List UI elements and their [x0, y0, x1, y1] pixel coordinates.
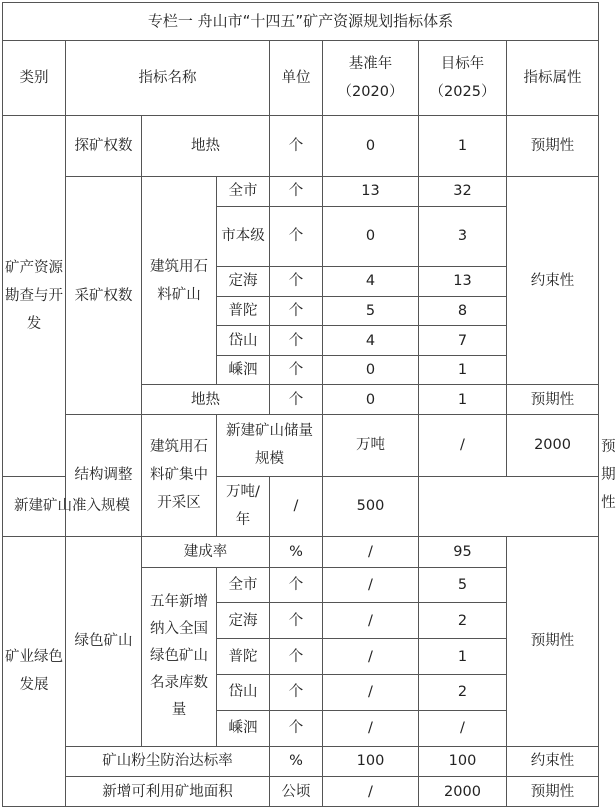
baseline-cell: 4	[323, 266, 419, 296]
attribute-cell: 约束性	[507, 176, 599, 385]
unit-cell: 个	[270, 567, 323, 603]
unit-cell: 万吨/年	[217, 476, 270, 536]
place-cell: 全市	[217, 176, 270, 206]
unit-cell: 个	[270, 639, 323, 675]
five-year-new-label: 五年新增纳入全国绿色矿山名录库数量	[142, 567, 217, 746]
baseline-cell: 0	[323, 355, 419, 385]
target-cell: 13	[419, 266, 507, 296]
baseline-cell: /	[323, 536, 419, 567]
place-cell: 嵊泗	[217, 355, 270, 385]
target-cell: 2000	[419, 777, 507, 807]
place-cell: 全市	[217, 567, 270, 603]
unit-cell: 个	[270, 206, 323, 266]
target-cell: 2000	[507, 415, 599, 476]
new-admission-label: 新建矿山准入规模	[3, 476, 142, 536]
unit-cell: 个	[270, 355, 323, 385]
attribute-cell: 预期性	[507, 777, 599, 807]
header-baseline: 基准年（2020）	[323, 40, 419, 115]
unit-cell: %	[270, 536, 323, 567]
unit-cell: 个	[270, 115, 323, 176]
target-cell: 1	[419, 355, 507, 385]
baseline-cell: 0	[323, 385, 419, 415]
completion-rate-label: 建成率	[142, 536, 270, 567]
baseline-cell: /	[323, 567, 419, 603]
building-stone-zone-label: 建筑用石料矿集中开采区	[142, 415, 217, 537]
place-cell: 定海	[217, 266, 270, 296]
section-exploration: 矿产资源勘查与开发	[3, 115, 66, 476]
place-cell: 普陀	[217, 296, 270, 326]
baseline-cell: 13	[323, 176, 419, 206]
baseline-cell: 0	[323, 115, 419, 176]
mining-rights-label: 采矿权数	[66, 176, 142, 414]
reusable-land-label: 新增可利用矿地面积	[66, 777, 270, 807]
attribute-cell: 预期性	[507, 385, 599, 415]
attribute-cell: 预期性	[507, 536, 599, 746]
target-cell: 1	[419, 385, 507, 415]
baseline-cell: 5	[323, 296, 419, 326]
target-cell: 95	[419, 536, 507, 567]
target-cell: 5	[419, 567, 507, 603]
unit-cell: 个	[270, 266, 323, 296]
unit-cell: 个	[270, 603, 323, 639]
baseline-cell: /	[323, 603, 419, 639]
target-cell: 32	[419, 176, 507, 206]
baseline-cell: /	[270, 476, 323, 536]
attribute-cell: 约束性	[507, 746, 599, 777]
target-cell: 2	[419, 603, 507, 639]
target-cell: /	[419, 710, 507, 746]
attribute-cell: 预期性	[507, 115, 599, 176]
building-stone-mine-label: 建筑用石料矿山	[142, 176, 217, 385]
target-cell: 500	[323, 476, 419, 536]
geothermal-label: 地热	[142, 115, 270, 176]
target-cell: 7	[419, 326, 507, 356]
unit-cell: 个	[270, 296, 323, 326]
geothermal-label: 地热	[142, 385, 270, 415]
place-cell: 市本级	[217, 206, 270, 266]
header-target: 目标年（2025）	[419, 40, 507, 115]
unit-cell: 个	[270, 176, 323, 206]
dust-control-label: 矿山粉尘防治达标率	[66, 746, 270, 777]
section-green: 矿业绿色发展	[3, 536, 66, 806]
section-structure: 结构调整	[66, 415, 142, 537]
indicator-table: 专栏一 舟山市“十四五”矿产资源规划指标体系 类别 指标名称 单位 基准年（2020） 目标年（2025） 指标属性 矿产资源勘查与开发 探矿权数 地热 个 0 1 预期性 采矿权数 建筑用石料矿山 全市 个 13 32 约束性 市本级 个 0 3 定海 个 4 13 普陀 个 5 8 岱山 个 4 7 嵊泗 个 0 1 地热 个 0 1 预期性 结构调整 建筑用石料矿集中开采区 新建矿山储量规模 万吨 / 2000 预期性 新建矿山准入规模 万吨/年 / 500 矿业绿色发展 绿色矿山 建成率 % / 95 预期性 五年新增纳入全国绿色矿山名录库数量 全市 个 / 5 定海 个 / 2 普陀 个 / 1 岱山 个 / 2 嵊泗 个 / / 矿山粉尘防治达标率 % 100 100 约束性 新增可利用矿地面积 公顷 / 2000 预期性	[2, 2, 599, 807]
unit-cell: 个	[270, 674, 323, 710]
target-cell: 1	[419, 115, 507, 176]
place-cell: 岱山	[217, 326, 270, 356]
baseline-cell: 4	[323, 326, 419, 356]
place-cell: 岱山	[217, 674, 270, 710]
baseline-cell: 100	[323, 746, 419, 777]
baseline-cell: /	[323, 710, 419, 746]
target-cell: 2	[419, 674, 507, 710]
place-cell: 定海	[217, 603, 270, 639]
baseline-cell: /	[323, 777, 419, 807]
table-title: 专栏一 舟山市“十四五”矿产资源规划指标体系	[3, 3, 599, 41]
header-unit: 单位	[270, 40, 323, 115]
unit-cell: 个	[270, 710, 323, 746]
green-mine-label: 绿色矿山	[66, 536, 142, 746]
baseline-cell: /	[419, 415, 507, 476]
baseline-cell: /	[323, 639, 419, 675]
target-cell: 1	[419, 639, 507, 675]
target-cell: 3	[419, 206, 507, 266]
new-reserve-label: 新建矿山储量规模	[217, 415, 323, 476]
target-cell: 100	[419, 746, 507, 777]
explore-rights-label: 探矿权数	[66, 115, 142, 176]
unit-cell: 个	[270, 385, 323, 415]
target-cell: 8	[419, 296, 507, 326]
baseline-cell: /	[323, 674, 419, 710]
place-cell: 嵊泗	[217, 710, 270, 746]
unit-cell: 公顷	[270, 777, 323, 807]
unit-cell: %	[270, 746, 323, 777]
header-attribute: 指标属性	[507, 40, 599, 115]
header-indicator-name: 指标名称	[66, 40, 270, 115]
header-category: 类别	[3, 40, 66, 115]
unit-cell: 个	[270, 326, 323, 356]
baseline-cell: 0	[323, 206, 419, 266]
place-cell: 普陀	[217, 639, 270, 675]
unit-cell: 万吨	[323, 415, 419, 476]
